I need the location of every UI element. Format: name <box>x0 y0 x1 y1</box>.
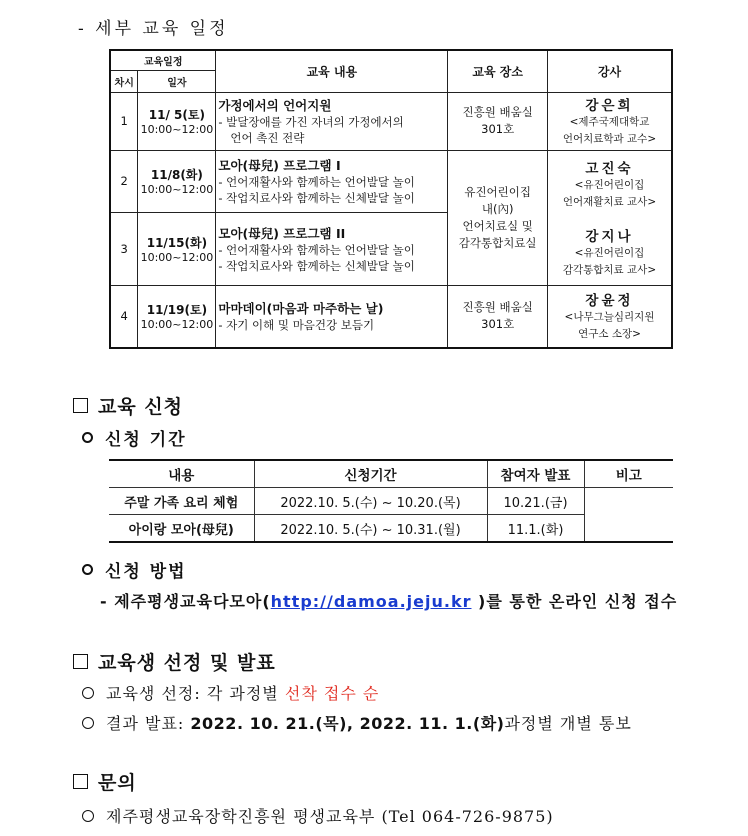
square-bullet-icon <box>73 774 88 789</box>
table-row <box>110 285 672 348</box>
session-content <box>216 212 448 285</box>
apply-period: 2022.10. 5.(수) ~ 10.31.(월) <box>254 515 487 543</box>
circle-bullet-icon <box>82 432 93 443</box>
instructor-affiliation: <유진어린이집 <box>574 178 645 191</box>
session-desc: 언어 촉진 전략 <box>230 131 305 145</box>
instructor-affiliation: 감각통합치료 교사> <box>562 263 657 276</box>
table-row <box>109 488 673 515</box>
apply-period: 2022.10. 5.(수) ~ 10.20.(목) <box>254 488 487 515</box>
apply-announce: 10.21.(금) <box>487 488 584 515</box>
session-date: 11/8(화) <box>150 168 203 182</box>
session-date: 11/15(화) <box>146 235 208 250</box>
square-bullet-icon <box>73 654 88 669</box>
apply-note <box>584 488 673 543</box>
session-instructor <box>547 92 672 150</box>
shared-place <box>448 150 548 285</box>
place-line: 내(內) <box>481 201 514 216</box>
apply-method-suffix: )를 통한 온라인 신청 접수 <box>471 592 678 611</box>
place-line: 진흥원 배움실 <box>462 300 533 315</box>
contact-line <box>82 804 554 827</box>
section-select-title: 교육생 선정 및 발표 <box>98 652 276 674</box>
header-content: 교육 내용 <box>216 50 448 92</box>
apply-method-prefix: - 제주평생교육다모아( <box>100 592 271 611</box>
session-date-cell <box>138 92 216 150</box>
select-highlight: 선착 접수 순 <box>284 684 380 703</box>
header-date: 일자 <box>138 70 216 92</box>
session-desc: - 작업치료사와 함께하는 신체발달 놀이 <box>218 258 415 273</box>
section-contact-heading <box>73 768 137 795</box>
session-place <box>448 285 548 348</box>
session-number: 2 <box>110 150 138 212</box>
apply-header-announce: 참여자 발표 <box>487 460 584 488</box>
instructor-name: 장윤정 <box>585 293 634 310</box>
apply-method-title: 신청 방법 <box>105 562 187 582</box>
session-title: 가정에서의 언어지원 <box>218 98 332 113</box>
session-date-cell <box>138 285 216 348</box>
apply-period-heading <box>82 425 187 450</box>
table-row <box>110 92 672 150</box>
session-time: 10:00~12:00 <box>140 123 214 136</box>
session-number: 4 <box>110 285 138 348</box>
session-instructor <box>547 285 672 348</box>
apply-content: 주말 가족 요리 체험 <box>109 488 254 515</box>
session-number: 3 <box>110 212 138 285</box>
session-desc: - 작업치료사와 함께하는 신체발달 놀이 <box>218 191 415 205</box>
result-label: 결과 발표: <box>106 714 185 733</box>
contact-text: 제주평생교육장학진흥원 평생교육부 (Tel 064-726-9875) <box>106 807 554 826</box>
select-line <box>82 681 379 704</box>
select-label: 교육생 선정: 각 과정별 <box>106 684 279 703</box>
instructor-affiliation: 연구소 소장> <box>578 328 641 341</box>
section-select-heading <box>73 648 276 675</box>
result-line <box>82 711 632 734</box>
session-content <box>216 150 448 212</box>
instructor-name: 강은희 <box>585 98 634 114</box>
session-date: 11/19(토) <box>146 303 208 318</box>
session-date: 11/ 5(토) <box>148 108 205 122</box>
schedule-table <box>109 49 673 349</box>
instructor-affiliation: <나무그늘심리지원 <box>564 311 655 324</box>
instructor-affiliation: <제주국제대학교 <box>569 116 650 128</box>
session-date-cell <box>138 150 216 212</box>
damoa-link[interactable]: http://damoa.jeju.kr <box>270 592 472 611</box>
instructor-affiliation: 언어재활치료 교사> <box>562 195 657 208</box>
section-apply-heading <box>73 392 183 419</box>
session-desc: - 자기 이해 및 마음건강 보듬기 <box>218 318 375 333</box>
session-content <box>216 92 448 150</box>
header-schedule: 교육일정 <box>110 50 216 70</box>
application-table <box>109 459 673 543</box>
header-session: 차시 <box>110 70 138 92</box>
instructor-name: 강지나 <box>585 228 634 245</box>
circle-bullet-icon <box>82 687 94 699</box>
table-row <box>110 150 672 212</box>
session-instructor <box>547 150 672 285</box>
instructor-affiliation: <유진어린이집 <box>574 246 645 259</box>
session-time: 10:00~12:00 <box>140 183 214 196</box>
header-place: 교육 장소 <box>448 50 548 92</box>
section-contact-title: 문의 <box>98 772 137 794</box>
instructor-affiliation: 언어치료학과 교수> <box>562 133 657 145</box>
session-title: 모아(母兒) 프로그램 II <box>218 225 346 241</box>
circle-bullet-icon <box>82 717 94 729</box>
apply-header-note: 비고 <box>584 460 673 488</box>
detail-schedule-heading: - 세부 교육 일정 <box>78 19 229 39</box>
apply-method-heading <box>82 557 187 582</box>
session-place <box>448 92 548 150</box>
session-date-cell <box>138 212 216 285</box>
place-line: 진흥원 배움실 <box>462 105 533 119</box>
place-line: 301호 <box>481 317 515 332</box>
session-content <box>216 285 448 348</box>
session-time: 10:00~12:00 <box>140 318 214 332</box>
place-line: 감각통합치료실 <box>458 235 537 250</box>
apply-header-period: 신청기간 <box>254 460 487 488</box>
session-desc: - 언어재활사와 함께하는 언어발달 놀이 <box>218 175 415 189</box>
apply-header-content: 내용 <box>109 460 254 488</box>
session-desc: - 언어재활사와 함께하는 언어발달 놀이 <box>218 242 415 257</box>
session-title: 마마데이(마음과 마주하는 날) <box>218 301 384 317</box>
session-title: 모아(母兒) 프로그램 I <box>218 158 341 173</box>
header-instructor: 강사 <box>547 50 672 92</box>
result-suffix: 과정별 개별 통보 <box>504 714 632 733</box>
apply-content: 아이랑 모아(母兒) <box>109 515 254 543</box>
circle-bullet-icon <box>82 564 93 575</box>
section-apply-title: 교육 신청 <box>98 396 184 418</box>
place-line: 언어치료실 및 <box>462 218 533 233</box>
session-number: 1 <box>110 92 138 150</box>
result-dates: 2022. 10. 21.(목), 2022. 11. 1.(화) <box>190 714 505 733</box>
apply-announce: 11.1.(화) <box>487 515 584 543</box>
place-line: 유진어린이집 <box>464 184 531 199</box>
place-line: 301호 <box>481 122 515 136</box>
square-bullet-icon <box>73 398 88 413</box>
instructor-name: 고진숙 <box>585 160 634 177</box>
apply-method-line <box>100 589 677 612</box>
apply-period-title: 신청 기간 <box>105 430 187 450</box>
session-time: 10:00~12:00 <box>140 250 214 264</box>
circle-bullet-icon <box>82 810 94 822</box>
session-desc: - 발달장애를 가진 자녀의 가정에서의 <box>218 115 404 129</box>
